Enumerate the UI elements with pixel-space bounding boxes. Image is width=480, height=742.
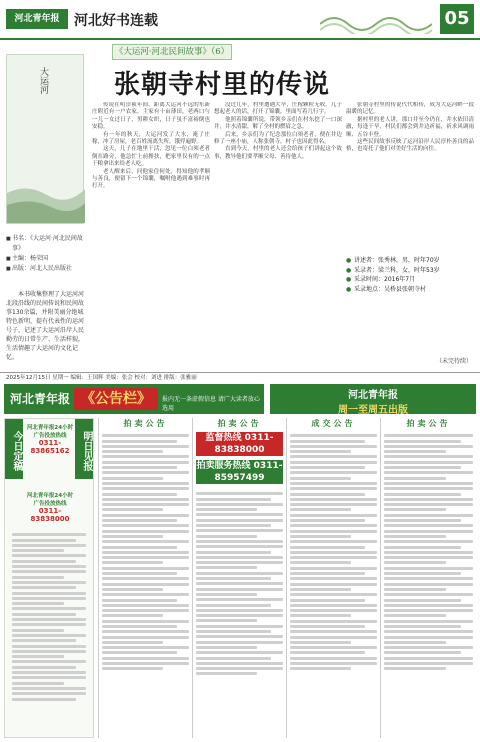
paragraph: 有一年的秋天，大运河发了大水，淹了庄稼，冲了房屋，老百姓流离失所，饿殍遍野。 <box>92 131 210 146</box>
column-heading: 拍卖公告 <box>123 419 168 428</box>
tomorrow-label: 明日见报 <box>75 419 93 479</box>
credit-line: ● 采录者：梁兰科，女，时年53岁 <box>346 266 474 276</box>
ad-brand: 河北青年报 <box>10 392 71 406</box>
auction-column <box>380 418 476 738</box>
to-be-continued: （未完待续） <box>435 358 472 365</box>
article-column-2 <box>214 102 342 356</box>
book-cover-title: 大运河 <box>38 67 48 94</box>
column-heading: 拍卖公告 <box>406 419 451 428</box>
column-heading: 拍卖公告 <box>217 419 262 428</box>
masthead <box>0 0 480 40</box>
paragraph: 他照着锦囊所说，带领乡亲们在村东挖了一口深井，井水清甜，解了全村的燃眉之急。 <box>214 116 342 131</box>
story-credits <box>346 256 474 294</box>
hotline-block <box>25 491 75 523</box>
article-column-3 <box>346 102 474 252</box>
credit-line: ● 讲述者：张秀林，男，时年70岁 <box>346 256 474 266</box>
auction-column <box>192 418 286 738</box>
series-ribbon: 《大运河·河北民间故事》（6） <box>112 44 232 60</box>
auction-service-hotline: 拍卖服务热线 0311-85957499 <box>196 461 283 483</box>
classified-text <box>9 529 89 705</box>
auction-column <box>98 418 192 738</box>
ad-band <box>0 384 480 414</box>
article-column-1 <box>92 102 210 356</box>
paragraph: 张朝寺村里的传说代代相传，成为大运河畔一段温暖的记忆。 <box>346 102 474 116</box>
schedule-days: 周一至周五出版 <box>338 405 408 416</box>
dateline: 2025年12月15日 星期一 编辑：王国辉 美编：张会 校对：刘进 排版：张雅丽 <box>0 372 480 382</box>
hotline-label: 河北青年报24小时广告投放热线 <box>26 493 74 507</box>
supervision-hotline: 监督热线 0311-83838000 <box>196 432 283 456</box>
paragraph: 这天，儿子在地里干活，忽见一位白须老者倒在路旁，他急忙上前搀扶，把家里仅有的一点干粮拿出来给老人吃。 <box>92 146 210 168</box>
notice-board-title: 《公告栏》 <box>74 388 158 410</box>
paragraph: 据村里的老人讲，那口井至今仍在，井水依旧清澈，每逢干旱，村民们都会到井边祈福，祈求风调雨顺、五谷丰登。 <box>346 116 474 138</box>
article-headline: 张朝寺村里的传说 <box>114 70 331 100</box>
notice-board-banner <box>4 384 264 414</box>
hotline-label: 河北青年报24小时广告投放热线 <box>26 425 74 439</box>
ad-sidebar <box>4 418 94 738</box>
wave-decoration-icon <box>320 4 432 34</box>
transaction-column <box>286 418 380 738</box>
paragraph: 这些民间故事反映了运河沿岸人民淳朴善良的品格，也寄托了他们对美好生活的向往。 <box>346 139 474 153</box>
book-info <box>6 234 86 274</box>
paragraph: 后来，乡亲们为了纪念那位白须老者，便在井边修了一座小庙，人称张朝寺，村子也因此得名。 <box>214 131 342 146</box>
book-intro: 本书收集整理了大运河河北段沿线的民间传说和民间故事130余篇，并附美丽分绝城特色新明，提有代表性的运河号子，记述了大运河沿岸人民勤劳的日常生产、生活样貌，生活情趣了大运河的文化记忆。 <box>6 291 85 361</box>
credit-line: ● 采录地点：吴桥县张朝寺村 <box>346 285 474 295</box>
book-info-line: ■ 书名：《大运河·河北民间故事》 <box>6 234 86 254</box>
paragraph: 没过几年，村里遭遇大旱，庄稼颗粒无收。儿子想起老人的话，打开了锦囊，里面写着几行字。 <box>214 102 342 116</box>
paragraph: 老人醒来后，问他家住何处，得知他的孝顺与善良，便留下一个锦囊，嘱咐他遇到难事时再打开。 <box>92 168 210 190</box>
today-label: 今日定稿 <box>5 419 23 479</box>
hotline-block <box>25 423 75 455</box>
book-info-line: ■ 主编：杨荣国 <box>6 254 86 264</box>
hotline-phone: 0311-83838000 <box>30 507 70 523</box>
auction-notices-grid <box>98 418 476 738</box>
page-number: 05 <box>440 4 474 34</box>
credit-line: ● 采录时间：2016年7月 <box>346 275 474 285</box>
schedule-brand: 河北青年报 <box>348 390 398 401</box>
river-illustration-icon <box>7 153 85 223</box>
newspaper-logo: 河北青年报 <box>6 9 68 29</box>
paragraph: 传说在明崇祯年间，距离大运河不远的东新庄附近有一户农家，主家有十亩薄田，老两口与一儿一女过日子，男耕女织，日子虽不富裕倒也安稳。 <box>92 102 210 131</box>
column-heading: 成交公告 <box>311 419 356 428</box>
section-title: 河北好书连载 <box>74 13 158 29</box>
notice-board-note: 报内无一条虚假信息 请广大读者放心选用 <box>162 396 260 412</box>
hotline-phone: 0311-83865162 <box>30 439 70 455</box>
book-cover <box>6 54 84 224</box>
paragraph: 直到今天，村里的老人还会给孩子们讲起这个故事，教导他们要孝顺父母、善待他人。 <box>214 146 342 160</box>
publish-schedule-banner <box>270 384 476 414</box>
book-info-line: ■ 出版：河北人民出版社 <box>6 264 86 274</box>
